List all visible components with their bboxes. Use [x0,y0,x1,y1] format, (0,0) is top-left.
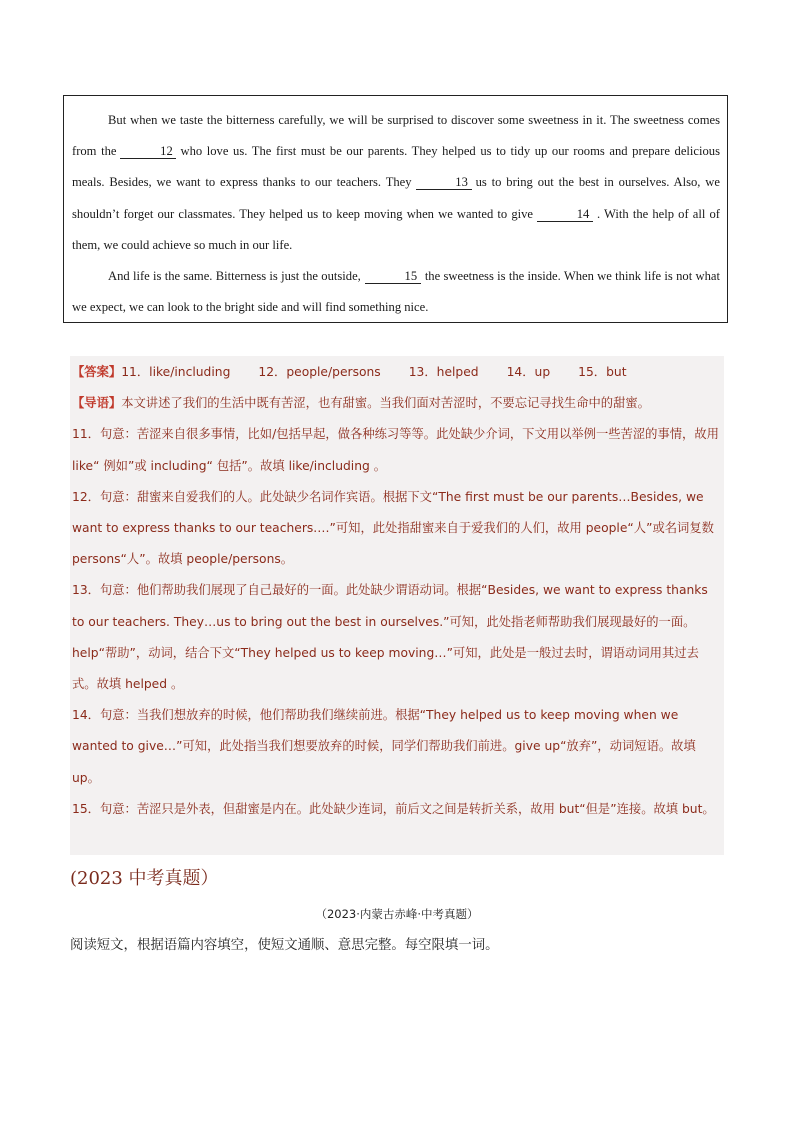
explanation-13: 13．句意：他们帮助我们展现了自己最好的一面。此处缺少谓语动词。根据“Besides, we want to express thanks to our teachers. They…us to bring out the best in ourselves.”可知，此处指老师帮助我们展现最好的一面。help“帮助”，动词，结合下文“They helped us to keep moving…”可知，此处是一般过去时，谓语动词用其过去式。故填 helped 。 [72,583,708,692]
guide-tag: 【导语】 [72,396,122,411]
answer-item: 14．up [506,365,551,379]
guide-row [72,388,722,419]
answer-item: 15．but [578,365,627,379]
answer-row [72,357,722,388]
passage-text: us to bring out the best in ourselves. Also, we shouldn’t forget our classmates. They helped us to keep moving when we wanted to give [72,175,720,221]
answer-item: 12．people/persons [258,365,381,379]
passage-text: . With the help of all of them, we could achieve so much in our life. [72,206,720,252]
answer-explanation-panel [70,356,724,855]
passage-text: who love us. The first must be our parents. They helped us to tidy up our rooms and prepare delicious meals. Besides, we want to express thanks to our teachers. They [72,144,720,190]
answer-item: 13．helped [408,365,479,379]
answer-tag: 【答案】 [72,365,122,379]
blank-14: 14 [537,207,593,222]
passage-box [63,95,728,323]
question-source: （2023·内蒙古赤峰·中考真题） [315,907,479,921]
passage-paragraph-1 [72,105,720,261]
blank-15: 15 [365,269,421,284]
passage-text: But when we taste the bitterness carefully, we will be surprised to discover some sweetness in it. The sweetness comes from the [72,113,720,159]
explanation-14: 14．句意：当我们想放弃的时候，他们帮助我们继续前进。根据“They helped us to keep moving when we wanted to give…”可知，此处指当我们想要放弃的时候，同学们帮助我们前进。give up“放弃”，动词短语。故填 up。 [72,708,696,785]
answer-item: 11．like/including [121,365,231,379]
explanation-15: 15．句意：苦涩只是外表，但甜蜜是内在。此处缺少连词，前后文之间是转折关系，故用 but“但是”连接。故填 but。 [72,801,715,816]
section-title: (2023 中考真题） [70,868,219,889]
passage-text: And life is the same. Bitterness is just the outside, [108,269,361,284]
blank-12: 12 [120,144,176,159]
explanation-11: 11．句意：苦涩来自很多事情，比如/包括早起，做各种练习等等。此处缺少介词，下文用以举例一些苦涩的事情，故用 like“ 例如”或 including“ 包括”。故填 like/including 。 [72,427,719,473]
explanation-12: 12．句意：甜蜜来自爱我们的人。此处缺少名词作宾语。根据下文“The first must be our parents…Besides, we want to express thanks to our teachers.…”可知，此处指甜蜜来自于爱我们的人们，故用 people“人”或名词复数 persons“人”。故填 people/persons。 [72,489,714,567]
passage-paragraph-2 [72,261,720,323]
blank-13: 13 [416,175,472,190]
guide-text: 本文讲述了我们的生活中既有苦涩，也有甜蜜。当我们面对苦涩时，不要忘记寻找生命中的甜蜜。 [121,396,650,411]
passage-text: the sweetness is the inside. When we think life is not what we expect, we can look to the bright side and will find something nice. [72,269,720,315]
question-instruction: 阅读短文，根据语篇内容填空，使短文通顺、意思完整。每空限填一词。 [70,938,499,953]
